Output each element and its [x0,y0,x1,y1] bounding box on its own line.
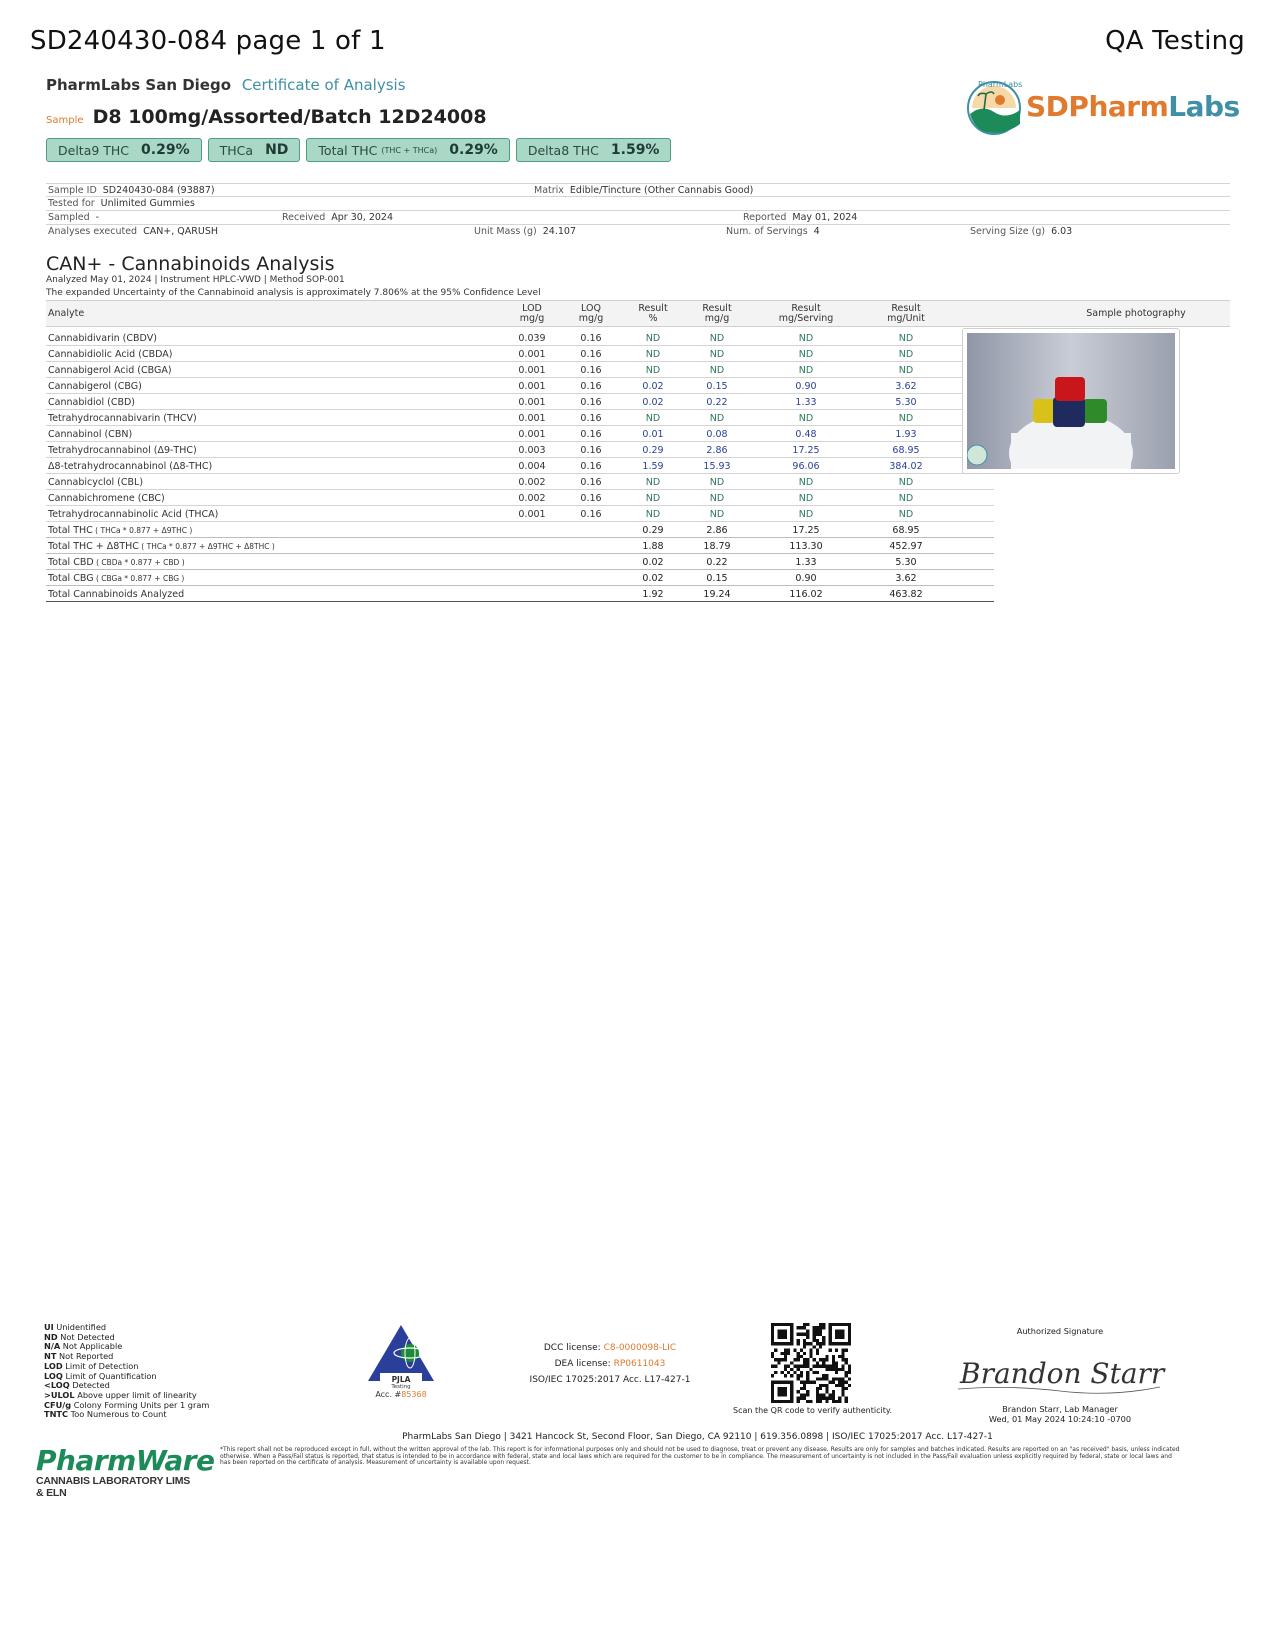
result-pct: 0.02 [642,397,664,408]
lod-value: 0.001 [518,397,546,408]
total-row [46,570,994,586]
total-name [48,525,192,536]
results-table-header [46,300,1230,327]
sdpharmlabs-logo [964,78,1240,140]
legend-text: Limit of Quantification [62,1370,157,1381]
badge-value: ND [265,142,289,158]
legend-text: Colony Forming Units per 1 gram [71,1399,210,1410]
info-row [46,211,1230,225]
logo-sd: SD [1026,90,1069,123]
result-unit: ND [898,493,914,504]
table-row [46,378,994,394]
table-row [46,442,994,458]
logo-pharm: Pharm [1068,90,1169,123]
result-serving: ND [798,333,814,344]
signatory [975,1404,1145,1424]
tested-for-field: Tested for Unlimited Gummies [48,198,195,209]
result-pct: 0.02 [642,381,664,392]
badge-label: THCa [219,142,254,158]
result-serving: 0.48 [795,429,817,440]
legend-text: Above upper limit of linearity [74,1389,197,1400]
legend-abbr: UI [44,1322,54,1332]
result-serving: 96.06 [792,461,820,472]
lod-value: 0.001 [518,381,546,392]
result-pct: ND [645,413,661,424]
result-mgg: ND [709,333,725,344]
uncertainty-note: The expanded Uncertainty of the Cannabinoid analysis is approximately 7.806% at the 95% Confidence Level [46,288,541,298]
legend-text: Not Applicable [60,1341,123,1352]
logo-emblem-icon [964,78,1026,140]
lod-value: 0.001 [518,365,546,376]
total-pct: 0.02 [642,557,664,568]
analyte-name: Cannabicyclol (CBL) [48,477,144,488]
result-serving: ND [798,413,814,424]
result-mgg: ND [709,509,725,520]
lod-value: 0.002 [518,477,546,488]
legend-abbr: LOQ [44,1370,63,1381]
legend-abbr: LOD [44,1360,63,1371]
analysis-meta: Analyzed May 01, 2024 | Instrument HPLC-VWD | Method SOP-001 [46,275,345,285]
lab-line [46,76,406,94]
result-pct: ND [645,509,661,520]
pjla-acc: Acc. #85368 [375,1390,427,1399]
legend-abbr: ND [44,1331,58,1342]
result-mgg: ND [709,477,725,488]
result-pct: ND [645,477,661,488]
svg-text:Brandon Starr: Brandon Starr [960,1357,1165,1390]
total-name [48,589,184,600]
pjla-accreditation [366,1323,436,1399]
legend-abbr: >ULOL [44,1389,75,1400]
table-row [46,346,994,362]
total-formula: ( THCa * 0.877 + Δ9THC ) [92,526,193,535]
coa-label: Certificate of Analysis [241,76,406,94]
lod-value: 0.001 [518,429,546,440]
total-name [48,541,275,552]
analyte-name: Tetrahydrocannabivarin (THCV) [48,413,197,424]
legend-text: Detected [69,1380,110,1391]
result-serving: 1.33 [795,397,817,408]
abbreviation-legend [44,1323,209,1420]
lod-value: 0.001 [518,413,546,424]
total-unit: 5.30 [895,557,917,568]
total-mgg: 19.24 [703,589,731,600]
analyte-name: Cannabidivarin (CBDV) [48,333,157,344]
table-row [46,394,994,410]
analyses-value: CAN+, QARUSH [143,226,219,237]
result-unit: ND [898,333,914,344]
sampled-value: - [95,212,100,223]
badge-label: Delta8 THC [527,142,599,158]
handwritten-signature [950,1345,1170,1400]
total-formula: ( THCa * 0.877 + Δ9THC + Δ8THC ) [138,542,275,551]
result-unit: ND [898,413,914,424]
pharmware-wordmark: PharmWare [36,1444,215,1477]
result-pct: 0.29 [642,445,664,456]
sampled-field: Sampled - [48,212,100,223]
legend-abbr: TNTC [44,1409,69,1420]
table-row [46,330,994,346]
result-mgg: ND [709,365,725,376]
license-info [520,1340,700,1388]
sample-info [46,183,1230,239]
lod-value: 0.002 [518,493,546,504]
header-result-unit: Result mg/Unit [887,303,925,324]
total-pct: 1.92 [642,589,664,600]
legend-item [44,1410,209,1420]
result-unit: ND [898,477,914,488]
analyte-name: Cannabidiolic Acid (CBDA) [48,349,173,360]
total-pct: 1.88 [642,541,664,552]
serving-size-field: Serving Size (g) 6.03 [970,226,1073,237]
logo-wordmark [1026,90,1240,123]
info-row [46,225,1230,239]
result-serving: ND [798,493,814,504]
badge-label: Delta9 THC [58,142,130,158]
badge-label: Total THC [318,142,378,158]
results-table-body [46,330,994,602]
signature-label: Authorized Signature [1016,1326,1104,1336]
badge-sub: (THC + THCa) [381,145,438,155]
total-formula: ( CBDa * 0.877 + CBD ) [93,558,185,567]
result-mgg: 0.22 [706,397,728,408]
legend-abbr: NT [44,1351,57,1362]
qa-testing-label: QA Testing [1105,26,1245,56]
total-label: Total CBD [48,557,94,568]
result-pct: 0.01 [642,429,664,440]
result-unit: ND [898,365,914,376]
lod-value: 0.001 [518,349,546,360]
table-row [46,426,994,442]
result-mgg: ND [709,493,725,504]
result-unit: 384.02 [889,461,923,472]
result-unit: ND [898,509,914,520]
result-mgg: 2.86 [706,445,728,456]
header-loq: LOQ mg/g [578,303,604,324]
result-serving: ND [798,365,814,376]
result-mgg: 0.15 [706,381,728,392]
table-row [46,410,994,426]
result-unit: 5.30 [895,397,917,408]
legend-abbr: N/A [44,1341,61,1352]
header-lod: LOD mg/g [519,303,545,324]
result-pct: ND [645,365,661,376]
qr-caption: Scan the QR code to verify authenticity. [732,1406,893,1415]
total-row [46,522,994,538]
badge-delta8-thc [516,138,672,162]
result-serving: ND [798,477,814,488]
total-serving: 113.30 [789,541,823,552]
analyte-name: Δ8-tetrahydrocannabinol (Δ8-THC) [48,461,213,472]
unit-mass-value: 24.107 [542,226,576,237]
analyte-name: Tetrahydrocannabinol (Δ9-THC) [48,445,197,456]
pjla-logo-icon [366,1323,436,1383]
result-pct: ND [645,349,661,360]
total-mgg: 18.79 [703,541,731,552]
legend-text: Not Detected [57,1331,115,1342]
iso-accreditation: ISO/IEC 17025:2017 Acc. L17-427-1 [529,1375,691,1385]
gummy-photo-image [967,333,1175,469]
lab-name: PharmLabs San Diego [46,76,232,94]
total-serving: 17.25 [792,525,820,536]
total-row [46,554,994,570]
total-pct: 0.29 [642,525,664,536]
result-unit: 3.62 [895,381,917,392]
info-row [46,197,1230,211]
total-name [48,573,184,584]
result-mgg: ND [709,349,725,360]
document-title: SD240430-084 page 1 of 1 [30,26,386,56]
loq-value: 0.16 [580,333,602,344]
total-serving: 0.90 [795,573,817,584]
loq-value: 0.16 [580,445,602,456]
pharmware-logo [36,1444,215,1499]
tested-for-value: Unlimited Gummies [100,198,195,209]
total-serving: 1.33 [795,557,817,568]
loq-value: 0.16 [580,493,602,504]
servings-field: Num. of Servings 4 [726,226,820,237]
loq-value: 0.16 [580,397,602,408]
legend-text: Limit of Detection [62,1360,139,1371]
matrix-field: Matrix Edible/Tincture (Other Cannabis Good) [534,185,754,196]
table-row [46,474,994,490]
total-formula: ( CBGa * 0.877 + CBG ) [93,574,185,583]
info-row [46,183,1230,197]
table-row [46,362,994,378]
lod-value: 0.003 [518,445,546,456]
signature-date: Wed, 01 May 2024 10:24:10 -0700 [988,1414,1132,1424]
legend-text: Too Numerous to Count [68,1409,167,1420]
total-row [46,586,994,602]
legend-abbr: <LOQ [44,1380,70,1391]
table-row [46,490,994,506]
analyses-field: Analyses executed CAN+, QARUSH [48,226,219,237]
lod-value: 0.001 [518,509,546,520]
pjla-name: PJLA [391,1375,411,1384]
result-unit: 68.95 [892,445,920,456]
logo-labs: Labs [1168,90,1240,123]
total-label: Total Cannabinoids Analyzed [48,589,185,600]
result-mgg: ND [709,413,725,424]
total-label: Total CBG [48,573,94,584]
analyte-name: Cannabidiol (CBD) [48,397,136,408]
header-result-mgg: Result mg/g [702,303,732,324]
result-pct: 1.59 [642,461,664,472]
total-mgg: 0.22 [706,557,728,568]
reported-value: May 01, 2024 [792,212,858,223]
sample-name: D8 100mg/Assorted/Batch 12D24008 [92,106,487,128]
total-pct: 0.02 [642,573,664,584]
loq-value: 0.16 [580,413,602,424]
analyte-name: Cannabichromene (CBC) [48,493,165,504]
received-field: Received Apr 30, 2024 [282,212,393,223]
sample-label: Sample [46,115,84,126]
sample-id-value: SD240430-084 (93887) [102,185,215,196]
result-serving: 0.90 [795,381,817,392]
logo-arc-text: PharmLabs [978,80,1023,89]
loq-value: 0.16 [580,349,602,360]
pjla-sub: Testing [391,1384,411,1390]
total-unit: 68.95 [892,525,920,536]
lod-value: 0.004 [518,461,546,472]
total-label: Total THC + Δ8THC [48,541,139,552]
total-mgg: 2.86 [706,525,728,536]
header-analyte: Analyte [48,308,85,319]
analyte-name: Cannabigerol (CBG) [48,381,142,392]
badge-thca [208,138,301,162]
lab-address: PharmLabs San Diego | 3421 Hancock St, Second Floor, San Diego, CA 92110 | 619.356.0898 | ISO/IEC 17025:2017 Acc. L17-427-1 [402,1432,993,1442]
legend-text: Unidentified [53,1322,107,1332]
dea-license: DEA license: RP0611043 [554,1359,666,1369]
total-row [46,538,994,554]
result-unit: 1.93 [895,429,917,440]
total-serving: 116.02 [789,589,823,600]
loq-value: 0.16 [580,365,602,376]
analyte-name: Tetrahydrocannabinolic Acid (THCA) [48,509,219,520]
total-name [48,557,185,568]
total-unit: 463.82 [889,589,923,600]
table-row [46,506,994,522]
result-pct: ND [645,493,661,504]
result-serving: 17.25 [792,445,820,456]
result-pct: ND [645,333,661,344]
total-label: Total THC [48,525,93,536]
serving-size-value: 6.03 [1051,226,1073,237]
unit-mass-field: Unit Mass (g) 24.107 [474,226,576,237]
total-mgg: 0.15 [706,573,728,584]
matrix-value: Edible/Tincture (Other Cannabis Good) [569,185,754,196]
servings-value: 4 [813,226,820,237]
legend-text: Not Reported [56,1351,114,1362]
pharmware-tagline: CANNABIS LABORATORY LIMS & ELN [36,1475,191,1499]
header-result-serving: Result mg/Serving [778,303,834,324]
header-sample-photography: Sample photography [1086,308,1186,319]
qr-code-icon[interactable] [771,1323,851,1403]
sample-photo [962,328,1180,474]
badge-total-thc [306,138,509,162]
result-mgg: 15.93 [703,461,731,472]
badge-value: 0.29% [449,142,498,158]
received-value: Apr 30, 2024 [331,212,393,223]
badge-delta9-thc [46,138,202,162]
loq-value: 0.16 [580,429,602,440]
badge-value: 1.59% [610,142,660,158]
disclaimer: *This report shall not be reproduced except in full, without the written approval of the lab. This report is for informational purposes only and should not be used to diagnose, treat or prevent any disease. Results are only for samples and batches indicated. Results are reported on an "as received" basis, unless indicated otherwise. When a Pass/Fail status is reported, that status is intended to be in accordance with federal, state and local laws which are required for the customer to be in compliance. The measurement of uncertainty is not included in the Pass/Fail evaluation unless explicitly required by federal, state or local laws and has been reported on the certificate of analysis. Measurement of uncertainty is available upon request. [220,1446,1180,1466]
loq-value: 0.16 [580,477,602,488]
loq-value: 0.16 [580,461,602,472]
header-result-pct: Result % [638,303,668,324]
legend-abbr: CFU/g [44,1399,72,1410]
analyte-name: Cannabigerol Acid (CBGA) [48,365,172,376]
analyte-name: Cannabinol (CBN) [48,429,133,440]
result-serving: ND [798,349,814,360]
sample-id-field: Sample ID SD240430-084 (93887) [48,185,215,196]
result-unit: ND [898,349,914,360]
dcc-license: DCC license: C8-0000098-LIC [543,1343,677,1353]
loq-value: 0.16 [580,381,602,392]
signatory-name: Brandon Starr, Lab Manager [1002,1404,1118,1414]
potency-badges [46,138,671,162]
reported-field: Reported May 01, 2024 [743,212,858,223]
result-serving: ND [798,509,814,520]
total-unit: 3.62 [895,573,917,584]
badge-value: 0.29% [141,142,190,158]
result-mgg: 0.08 [706,429,728,440]
loq-value: 0.16 [580,509,602,520]
total-unit: 452.97 [889,541,923,552]
lod-value: 0.039 [518,333,546,344]
analysis-title: CAN+ - Cannabinoids Analysis [46,253,335,275]
table-row [46,458,994,474]
sample-line [46,106,487,128]
